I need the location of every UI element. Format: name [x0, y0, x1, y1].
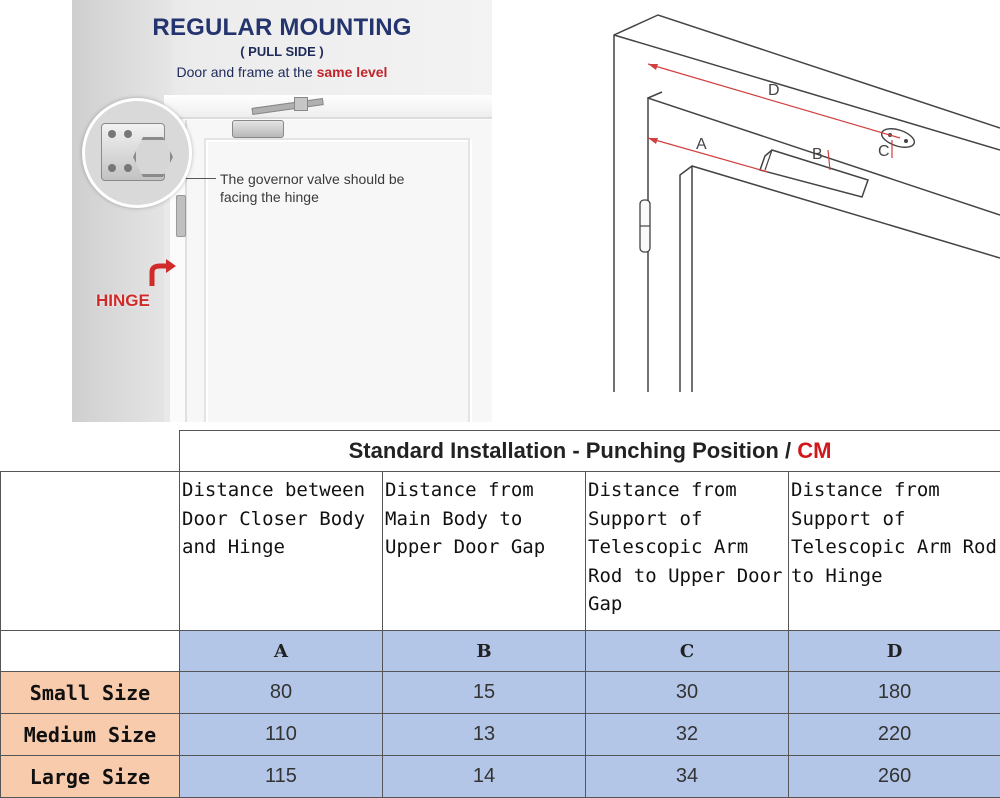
value-cell: 34: [586, 756, 789, 798]
column-letter-b: B: [383, 631, 586, 672]
value-cell: 80: [180, 672, 383, 714]
description-c: [586, 472, 789, 631]
mounting-subtitle: ( PULL SIDE ): [72, 44, 492, 59]
table-title: [180, 431, 1000, 472]
table-blank-cell: [1, 631, 180, 672]
table-row: [1, 756, 1000, 798]
dimension-label-b: B: [812, 146, 823, 164]
screw-hole-icon: [108, 130, 116, 138]
door-closer-body: [232, 120, 284, 138]
table-description-row: [1, 472, 1000, 631]
description-a-text: Distance between Door Closer Body and Hinge: [182, 476, 380, 626]
punching-position-table: [0, 430, 1000, 798]
description-b: [383, 472, 586, 631]
dimension-diagram: [600, 0, 1000, 400]
table-title-row: [1, 431, 1000, 472]
size-label: Medium Size: [1, 714, 180, 756]
frame-drawing: [600, 0, 1000, 400]
screw-hole-icon: [124, 130, 132, 138]
door-frame-header: [164, 95, 492, 119]
table-title-unit: CM: [797, 438, 831, 463]
screw-hole-icon: [124, 164, 132, 172]
table-corner-cell: [1, 431, 180, 472]
description-b-text: Distance from Main Body to Upper Door Gap: [385, 476, 583, 626]
table-row: [1, 672, 1000, 714]
governor-valve-note: The governor valve should be facing the hinge: [220, 170, 430, 206]
frame-inner-corner: [648, 92, 662, 98]
value-cell: 110: [180, 714, 383, 756]
dimension-line-d: [648, 64, 900, 138]
dimension-label-c: C: [878, 143, 890, 161]
dimension-arrow-icon: [648, 138, 658, 144]
size-label: Large Size: [1, 756, 180, 798]
description-highlight: same level: [317, 64, 388, 80]
description-d-text: Distance from Support of Telescopic Arm Rod to Hinge: [791, 476, 998, 626]
hinge-arrow-icon: [148, 258, 178, 290]
value-cell: 180: [789, 672, 1000, 714]
dimension-label-a: A: [696, 136, 707, 154]
note-leader-tick: [202, 178, 216, 179]
value-cell: 32: [586, 714, 789, 756]
table-letter-row: [1, 631, 1000, 672]
dimension-line-a: [648, 138, 768, 172]
value-cell: 220: [789, 714, 1000, 756]
value-cell: 260: [789, 756, 1000, 798]
value-cell: 30: [586, 672, 789, 714]
arm-support-hole-icon: [904, 139, 908, 143]
table-blank-cell: [1, 472, 180, 631]
hinge-icon: [176, 195, 186, 237]
installation-photo: [72, 0, 492, 422]
arm-bracket: [294, 97, 308, 111]
description-prefix: Door and frame at the: [177, 64, 317, 80]
table-row: [1, 714, 1000, 756]
hinge-label: HINGE: [96, 291, 150, 311]
governor-valve-zoom-icon: [82, 98, 192, 208]
column-letter-c: C: [586, 631, 789, 672]
table-title-text: Standard Installation - Punching Position /: [349, 438, 798, 463]
door-edge: [680, 166, 1000, 392]
description-c-text: Distance from Support of Telescopic Arm Rod to Upper Door Gap: [588, 476, 786, 626]
mounting-description: [72, 64, 492, 80]
mounting-title: REGULAR MOUNTING: [72, 14, 492, 42]
frame-top-outer-line: [614, 35, 1000, 150]
column-letter-a: A: [180, 631, 383, 672]
screw-hole-icon: [108, 164, 116, 172]
size-label: Small Size: [1, 672, 180, 714]
column-letter-d: D: [789, 631, 1000, 672]
value-cell: 15: [383, 672, 586, 714]
value-cell: 115: [180, 756, 383, 798]
dimension-label-d: D: [768, 82, 780, 100]
value-cell: 13: [383, 714, 586, 756]
description-a: [180, 472, 383, 631]
description-d: [789, 472, 1000, 631]
dimension-arrow-icon: [648, 64, 658, 70]
value-cell: 14: [383, 756, 586, 798]
